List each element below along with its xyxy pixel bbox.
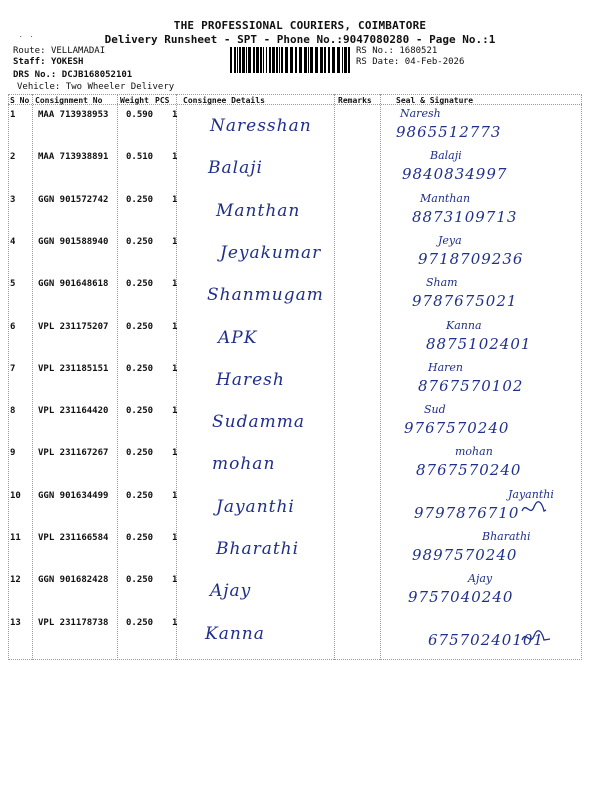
rs-date-label: RS Date: bbox=[356, 57, 400, 67]
row-pcs: 1 bbox=[172, 406, 178, 417]
row-consignment-no: MAA 713938953 bbox=[38, 110, 109, 120]
handwritten-consignee-name: APK bbox=[218, 327, 258, 348]
row-pcs: 1 bbox=[172, 236, 178, 247]
rs-no-line bbox=[356, 46, 437, 57]
barcode-bar bbox=[342, 47, 343, 73]
barcode-bar bbox=[230, 47, 232, 73]
row-consignment-no: VPL 231164420 bbox=[38, 406, 109, 417]
barcode-bar bbox=[337, 47, 340, 73]
barcode-bar bbox=[237, 47, 238, 73]
barcode-bar bbox=[295, 47, 297, 73]
grid-row-line bbox=[8, 94, 582, 95]
barcode-bar bbox=[239, 47, 241, 73]
row-pcs: 1 bbox=[172, 490, 178, 501]
barcode-bar bbox=[304, 47, 307, 73]
barcode-bar bbox=[328, 47, 330, 73]
barcode-bar bbox=[276, 47, 278, 73]
grid-col-line bbox=[581, 94, 582, 660]
handwritten-consignee-name: Haresh bbox=[216, 369, 285, 390]
handwritten-phone: 8767570240 bbox=[416, 461, 522, 480]
row-weight: 0.250 bbox=[126, 406, 154, 417]
row-consignment-no: VPL 231175207 bbox=[38, 321, 109, 332]
handwritten-phone: 9840834997 bbox=[402, 165, 508, 184]
barcode-bar bbox=[242, 47, 245, 73]
handwritten-consignee-name: Jeyakumar bbox=[220, 242, 322, 263]
barcode-bar bbox=[348, 47, 350, 73]
row-sno: 1 bbox=[10, 110, 16, 120]
handwritten-consignee-name: Manthan bbox=[216, 200, 301, 221]
row-pcs: 1 bbox=[172, 448, 178, 459]
row-consignment-no: GGN 901634499 bbox=[38, 490, 109, 501]
rs-no-label: RS No.: bbox=[356, 46, 394, 56]
staff-value: YOKESH bbox=[50, 57, 84, 67]
barcode-bar bbox=[285, 47, 288, 73]
row-sno: 3 bbox=[10, 194, 16, 205]
barcode-bar bbox=[263, 47, 264, 73]
handwritten-signature: Ajay bbox=[468, 572, 493, 586]
row-weight: 0.590 bbox=[126, 110, 154, 120]
vehicle-label: Vehicle: bbox=[17, 82, 61, 92]
barcode-bar bbox=[256, 47, 259, 73]
row-consignment-no: GGN 901588940 bbox=[38, 236, 109, 247]
row-weight: 0.250 bbox=[126, 363, 154, 374]
barcode-bar bbox=[290, 47, 293, 73]
grid-col-line bbox=[32, 94, 33, 660]
handwritten-signature: Bharathi bbox=[482, 530, 531, 543]
col-header-consignment: Consignment No bbox=[35, 96, 103, 105]
staff-line bbox=[13, 57, 83, 68]
handwritten-signature: Jeya bbox=[438, 233, 462, 247]
vehicle-line bbox=[17, 82, 174, 93]
row-sno: 9 bbox=[10, 448, 16, 459]
row-sno: 11 bbox=[10, 533, 21, 543]
row-weight: 0.250 bbox=[126, 236, 154, 247]
handwritten-consignee-name: Shanmugam bbox=[207, 285, 324, 306]
handwritten-consignee-name: Jayanthi bbox=[216, 496, 295, 517]
drs-value: DCJB168052101 bbox=[61, 70, 133, 80]
row-weight: 0.250 bbox=[126, 194, 154, 205]
handwritten-consignee-name: Bharathi bbox=[216, 539, 300, 559]
rs-no-value: 1680521 bbox=[399, 46, 438, 56]
handwritten-consignee-name: Naresshan bbox=[210, 116, 312, 136]
grid-col-line bbox=[334, 94, 335, 660]
row-pcs: 1 bbox=[172, 363, 178, 374]
vehicle-value: Two Wheeler Delivery bbox=[65, 82, 175, 92]
handwritten-signature: Manthan bbox=[420, 191, 471, 205]
barcode-bar bbox=[299, 47, 302, 73]
handwritten-signature: Naresh bbox=[400, 107, 441, 120]
row-weight: 0.250 bbox=[126, 533, 154, 543]
row-weight: 0.250 bbox=[126, 448, 154, 459]
drs-label: DRS No.: bbox=[13, 70, 57, 80]
handwritten-signature: Jayanthi bbox=[508, 487, 554, 501]
row-pcs: 1 bbox=[172, 194, 178, 205]
row-sno: 2 bbox=[10, 152, 16, 163]
row-sno: 13 bbox=[10, 617, 21, 628]
grid-row-line bbox=[8, 659, 582, 660]
col-header-sno: S No bbox=[10, 96, 30, 105]
handwritten-phone: 9865512773 bbox=[396, 123, 502, 141]
row-consignment-no: VPL 231167267 bbox=[38, 448, 109, 459]
row-sno: 8 bbox=[10, 406, 16, 417]
handwritten-signature: Balaji bbox=[430, 149, 462, 163]
route-line bbox=[13, 46, 105, 57]
runsheet-title: Delivery Runsheet - SPT - Phone No.:9047080280 - Page No.:1 bbox=[104, 33, 496, 46]
handwritten-consignee-name: mohan bbox=[212, 454, 276, 475]
row-pcs: 1 bbox=[172, 279, 178, 290]
row-pcs: 1 bbox=[172, 575, 178, 586]
barcode-bar bbox=[320, 47, 323, 73]
row-weight: 0.250 bbox=[126, 575, 154, 586]
signature-scribble bbox=[520, 630, 552, 646]
row-weight: 0.250 bbox=[126, 321, 154, 332]
row-weight: 0.250 bbox=[126, 490, 154, 501]
barcode-bar bbox=[315, 47, 318, 73]
barcode-bar bbox=[266, 47, 267, 73]
drs-line bbox=[13, 70, 132, 81]
barcode-bar bbox=[246, 47, 247, 73]
row-pcs: 1 bbox=[172, 533, 178, 543]
barcode-bar bbox=[281, 47, 283, 73]
row-sno: 6 bbox=[10, 321, 16, 332]
row-sno: 12 bbox=[10, 575, 21, 586]
route-label: Route: bbox=[13, 46, 46, 56]
barcode-bar bbox=[332, 47, 335, 73]
row-pcs: 1 bbox=[172, 152, 178, 163]
row-sno: 5 bbox=[10, 279, 16, 290]
scan-specks: ˙ ˙ bbox=[18, 36, 35, 46]
barcode-bar bbox=[272, 47, 275, 73]
col-header-remarks: Remarks bbox=[338, 96, 372, 105]
row-consignment-no: GGN 901572742 bbox=[38, 194, 109, 205]
row-pcs: 1 bbox=[172, 617, 178, 628]
col-header-weight: Weight bbox=[120, 96, 149, 105]
rs-date-line bbox=[356, 57, 464, 68]
row-consignment-no: VPL 231166584 bbox=[38, 533, 109, 543]
row-sno: 4 bbox=[10, 236, 16, 247]
handwritten-phone: 67570240101 bbox=[428, 630, 544, 649]
handwritten-signature: Kanna bbox=[446, 318, 482, 332]
col-header-pcs: PCS bbox=[155, 96, 170, 105]
barcode-bar bbox=[248, 47, 251, 73]
company-title: THE PROFESSIONAL COURIERS, COIMBATORE bbox=[173, 19, 427, 32]
barcode bbox=[230, 47, 352, 73]
barcode-bar bbox=[324, 47, 326, 73]
handwritten-signature: mohan bbox=[455, 445, 493, 459]
barcode-bar bbox=[308, 47, 309, 73]
handwritten-phone: 9897570240 bbox=[412, 546, 518, 564]
handwritten-phone: 8767570102 bbox=[418, 376, 524, 395]
barcode-bar bbox=[310, 47, 313, 73]
row-sno: 10 bbox=[10, 490, 21, 501]
handwritten-phone: 8875102401 bbox=[426, 334, 532, 353]
row-consignment-no: GGN 901682428 bbox=[38, 575, 109, 586]
handwritten-phone: 9718709236 bbox=[418, 249, 524, 268]
row-consignment-no: GGN 901648618 bbox=[38, 279, 109, 290]
row-consignment-no: VPL 231178738 bbox=[38, 617, 109, 628]
signature-scribble bbox=[520, 501, 548, 517]
row-weight: 0.250 bbox=[126, 617, 154, 628]
barcode-bar bbox=[344, 47, 347, 73]
staff-label: Staff: bbox=[13, 57, 46, 67]
barcode-bar bbox=[234, 47, 236, 73]
handwritten-phone: 9787675021 bbox=[412, 292, 518, 311]
col-header-seal-signature: Seal & Signature bbox=[396, 96, 474, 105]
handwritten-phone: 8873109713 bbox=[412, 207, 518, 226]
grid-col-line bbox=[117, 94, 118, 660]
route-value: VELLAMADAI bbox=[50, 46, 106, 56]
handwritten-phone: 9797876710 bbox=[414, 503, 520, 522]
barcode-bar bbox=[253, 47, 255, 73]
barcode-bar bbox=[269, 47, 271, 73]
grid-col-line bbox=[380, 94, 381, 660]
row-pcs: 1 bbox=[172, 321, 178, 332]
handwritten-signature: Sham bbox=[426, 276, 458, 290]
row-consignment-no: MAA 713938891 bbox=[38, 152, 109, 163]
col-header-consignee: Consignee Details bbox=[183, 96, 265, 105]
handwritten-consignee-name: Sudamma bbox=[212, 412, 305, 433]
handwritten-phone: 9757040240 bbox=[408, 588, 514, 607]
barcode-bar bbox=[260, 47, 262, 73]
row-consignment-no: VPL 231185151 bbox=[38, 363, 109, 374]
handwritten-phone: 9767570240 bbox=[404, 419, 510, 438]
handwritten-consignee-name: Ajay bbox=[210, 581, 252, 602]
handwritten-signature: Haren bbox=[428, 360, 464, 374]
row-sno: 7 bbox=[10, 363, 16, 374]
grid-col-line bbox=[8, 94, 9, 660]
row-weight: 0.250 bbox=[126, 279, 154, 290]
row-weight: 0.510 bbox=[126, 152, 154, 163]
handwritten-signature: Sud bbox=[424, 403, 446, 417]
handwritten-consignee-name: Kanna bbox=[205, 623, 265, 644]
row-pcs: 1 bbox=[172, 110, 178, 120]
rs-date-value: 04-Feb-2026 bbox=[404, 57, 465, 67]
handwritten-consignee-name: Balaji bbox=[208, 158, 263, 179]
barcode-bar bbox=[279, 47, 280, 73]
